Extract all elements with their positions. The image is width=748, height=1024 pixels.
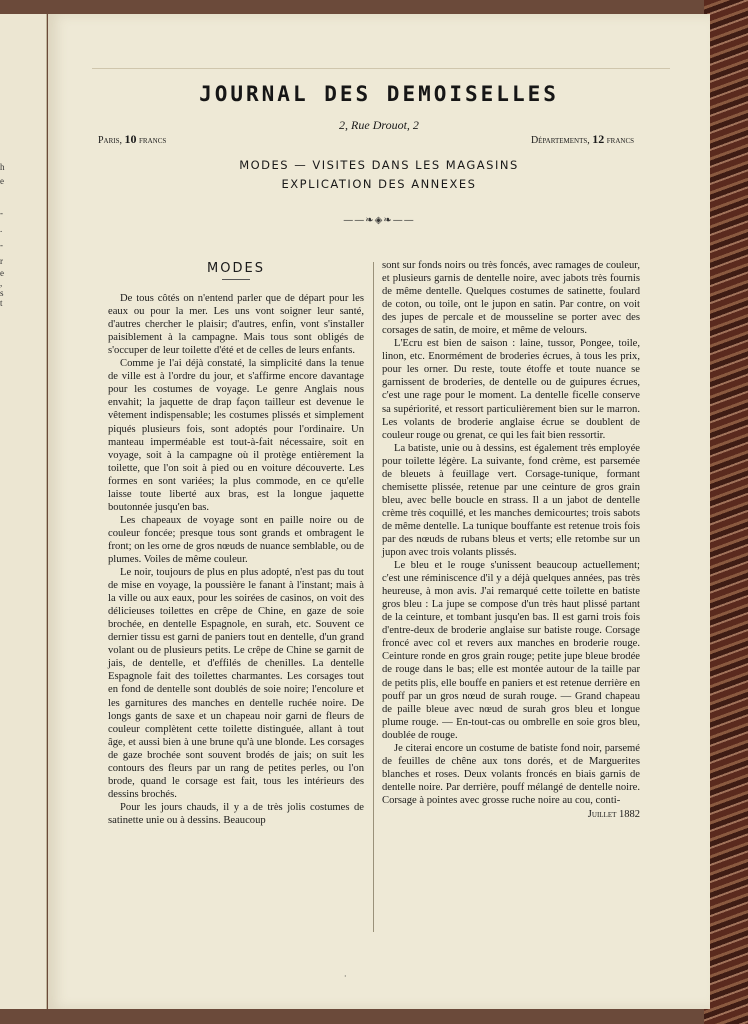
facing-page-fragment: s	[0, 288, 4, 298]
facing-page-fragment: -	[0, 240, 3, 250]
article-column-right	[382, 259, 640, 821]
facing-page-fragment: e	[0, 268, 4, 278]
paragraph: sont sur fonds noirs ou très foncés, avec ramages de couleur, et plusieurs garnis de dentelle noire, avec jabots très fournis de même dentelle. Quelques costumes de satinette, foulard de coton, ou toile, ont le jupon en satin. Par contre, on voit des jupes de percale et de mousseline se porter avec des corsages de satin, de moire, et même de velours.	[382, 260, 640, 337]
masthead-title: JOURNAL DES DEMOISELLES	[199, 82, 559, 106]
section-subtitle: MODES — VISITES DANS LES MAGASINS	[239, 158, 519, 172]
facing-page-fragment: h	[0, 162, 5, 172]
paragraph: Je citerai encore un costume de batiste fond noir, parsemé de feuilles de chêne aux tons dorés, et de Marguerites blanches et roses. Deux volants froncés en biais garnis de dentelle noire. Par derrière, pouff mélangé de dentelle noire. Corsage à pointes avec grosse ruche noire au cou, conti-	[382, 742, 640, 806]
paragraph: Le noir, toujours de plus en plus adopté, n'est pas du tout de mise en voyage, la poussière le fanant à l'instant; mais à la ville ou aux eaux, pour les soirées de casinos, on voit des délicieuses toilettes en crêpe de Chine, en gaze de soie brochée, en dentelle Espagnole, en surah, etc. Souvent ce dernier tissu est garni de paniers tout en dentelle, d'un grand volant ou de plusieurs petits. Le crêpe de Chine se garnit de jais, de dentelle, et d'effilés de chenilles. La dentelle Espagnole fait des toilettes charmantes. Les corsages tout en fond de dentelle sont doublés de soie noire; l'encolure et les garnitures des manches en dentelle ruchée noire. De longs gants de saxe et un chapeau noir garni de fleurs de couleur complètent cette toilette distinguée, allant à tout âge, et aussi bien à une brune qu'à une blonde. Les corsages de gaze brochée sont souvent brodés de jais; on suit les contours des fleurs par un rang de petites perles, ou l'on brode, quand le corsage est fait, tous les intérieurs des dessins brochés.	[108, 567, 364, 800]
article-heading: MODES	[207, 261, 265, 276]
facing-page-edge	[0, 14, 47, 1009]
facing-page-fragment: r	[0, 256, 3, 266]
issue-date: Juillet 1882	[587, 808, 640, 820]
facing-page-fragment: -	[0, 208, 3, 218]
column-divider	[373, 262, 374, 932]
top-rule	[92, 68, 670, 69]
paragraph: Les chapeaux de voyage sont en paille noire ou de couleur foncée; presque tous sont grands et ombragent le front; on les orne de gros nœuds de nuance semblable, ou de plumes. Voiles de même couleur.	[108, 514, 364, 565]
article-column-left	[108, 262, 364, 827]
paragraph: La batiste, unie ou à dessins, est également très employée pour toilette légère. La suivante, fond crème, est parsemée de bleuets à feuillage vert. Corsage-tunique, formant chemisette plissée, retenue par une ceinture de gros grain bleu, avec belle boucle en strass. Il a un jabot de dentelle crème très coquillé, et les manches demicourtes; trois sabots de même dentelle. La tunique bouffante est retenue trois fois par des nœuds de rubans bleus et verts; elle retombe sur un jupon avec trois volants plissés.	[382, 442, 640, 559]
paragraph: Le bleu et le rouge s'unissent beaucoup actuellement; c'est une réminiscence d'il y a déjà quelques années, pas très heureuse, à mon avis. J'ai remarqué cette toilette en batiste gros bleu : La jupe se compose d'un très haut plissé partant de la ceinture, et tombant jusqu'en bas. Il est garni trois fois d'entre-deux de broderie anglaise sur batiste rouge. Corsage froncé avec col et revers aux manches en broderie rouge. Ceinture ronde en gros grain rouge; petite jupe bleue brodée de rouge dans le bas; elle est montée autour de la taille par de petits plis, elle bouffe en paniers et est retenue derrière en pouff par un gros nœud de surah rouge. — Grand chapeau de paille bleue avec nœud de surah gros bleu et longue plume rouge. — En-tout-cas ou ombrelle en soie gros bleu, doublée de rouge.	[382, 560, 640, 741]
facing-page-fragment: t	[0, 298, 3, 308]
publisher-address: 2, Rue Drouot, 2	[339, 118, 419, 132]
paragraph: De tous côtés on n'entend parler que de départ pour les eaux ou pour la mer. Les uns vont soigner leur santé, d'autres chercher le plaisir; d'autres, enfin, vont s'installer paisiblement à la campagne. Mais tous sont obligés de s'occuper de leur toilette d'été et de celles de leurs enfants.	[108, 293, 364, 357]
price-paris: Paris, 10 francs	[98, 132, 167, 146]
facing-page-fragment: e	[0, 176, 4, 186]
section-subtitle-annexes: EXPLICATION DES ANNEXES	[281, 177, 477, 191]
paragraph: Pour les jours chauds, il y a de très jolis costumes de satinette unie ou à dessins. Beaucoup	[108, 801, 364, 826]
book-binding-edge	[704, 0, 748, 1024]
paragraph: L'Ecru est bien de saison : laine, tussor, Pongee, toile, linon, etc. Enormément de broderies écrues, à tous les prix, pour les orner. Du reste, toute étoffe et toute nuance se garnissent de broderies, de dentelle ou de guipures écrues, c'est une rage pour le moment. La dentelle ficelle conserve sa supériorité, et ressort particulièrement bien sur le marron. Les volants de broderie anglaise écrue se doublent de couleur rouge ou grenat, ce qui les fait bien ressortir.	[382, 338, 640, 441]
ornament-divider: ——❧◈❧——	[343, 215, 415, 226]
paragraph: Comme je l'ai déjà constaté, la simplicité dans la tenue de ville est à l'ordre du jour, et s'affirme encore davantage pour les costumes de voyage. Le genre Anglais nous envahit; la jaquette de drap façon tailleur est devenue le vêtement indispensable; les costumes plissés et simplement piqués plusieurs fois, sont adoptés pour l'ordinaire. Un manteau imperméable est tout-à-fait nécessaire, soit en voyage, soit à la campagne où il protège entièrement la toilette, que l'on soit à pied ou en voiture découverte. Les formes en sont variées; la plus commode, en ce qu'elle laisse toute liberté aux bras, est la longue jaquette boutonnée jusqu'en bas.	[108, 358, 364, 513]
page-dot: ·	[344, 972, 347, 981]
price-departements: Départements, 12 francs	[530, 132, 634, 146]
heading-rule	[222, 279, 250, 280]
facing-page-fragment: .	[0, 224, 3, 234]
journal-page	[48, 14, 710, 1009]
facing-page-fragment: ,	[0, 278, 3, 288]
